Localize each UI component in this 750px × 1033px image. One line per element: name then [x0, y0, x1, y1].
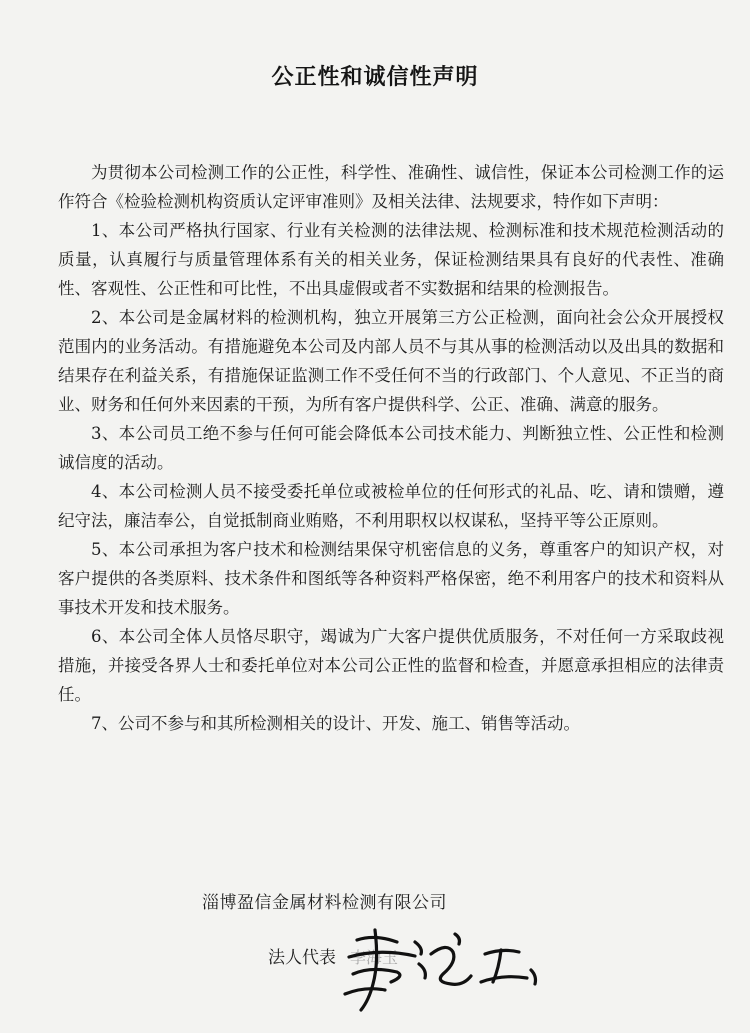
- clause-2-paragraph: 2、本公司是金属材料的检测机构，独立开展第三方公正检测，面向社会公众开展授权范围内的业务活动。有措施避免本公司及内部人员不与其从事的检测活动以及出具的数据和结果存在利益关系，有措施保证监测工作不受任何不当的行政部门、个人意见、不正当的商业、财务和任何外来因素的干预，为所有客户提供科学、公正、准确、满意的服务。: [58, 308, 724, 414]
- handwritten-signature: [335, 912, 545, 1022]
- clause-5-paragraph: 5、本公司承担为客户技术和检测结果保守机密信息的义务，尊重客户的知识产权，对客户提供的各类原料、技术条件和图纸等各种资料严格保密，绝不利用客户的技术和资料从事技术开发和技术服务。: [58, 540, 724, 617]
- clause-3-paragraph: 3、本公司员工绝不参与任何可能会降低本公司技术能力、判断独立性、公正性和检测诚信度的活动。: [58, 424, 724, 472]
- clause-7-paragraph: 7、公司不参与和其所检测相关的设计、开发、施工、销售等活动。: [91, 714, 580, 733]
- clause-1-paragraph: 1、本公司严格执行国家、行业有关检测的法律法规、检测标准和技术规范检测活动的质量，认真履行与质量管理体系有关的相关业务，保证检测结果具有良好的代表性、准确性、客观性、公正性和可比性，不出具虚假或者不实数据和结果的检测报告。: [58, 221, 724, 298]
- page-title: 公正性和诚信性声明: [271, 65, 479, 90]
- clause-4-paragraph: 4、本公司检测人员不接受委托单位或被检单位的任何形式的礼品、吃、请和馈赠，遵纪守法，廉洁奉公，自觉抵制商业贿赂，不利用职权以权谋私，坚持平等公正原则。: [58, 482, 724, 530]
- representative-name: 李海玉: [350, 948, 399, 967]
- intro-paragraph: 为贯彻本公司检测工作的公正性，科学性、准确性、诚信性，保证本公司检测工作的运作符合《检验检测机构资质认定评审准则》及相关法律、法规要求，特作如下声明：: [58, 163, 724, 211]
- company-name: 淄博盈信金属材料检测有限公司: [202, 893, 447, 913]
- declaration-body: [58, 158, 724, 738]
- clause-6-paragraph: 6、本公司全体人员恪尽职守，竭诚为广大客户提供优质服务，不对任何一方采取歧视措施，并接受各界人士和委托单位对本公司公正性的监督和检查，并愿意承担相应的法律责任。: [58, 627, 724, 704]
- representative-label: 法人代表: [268, 948, 336, 968]
